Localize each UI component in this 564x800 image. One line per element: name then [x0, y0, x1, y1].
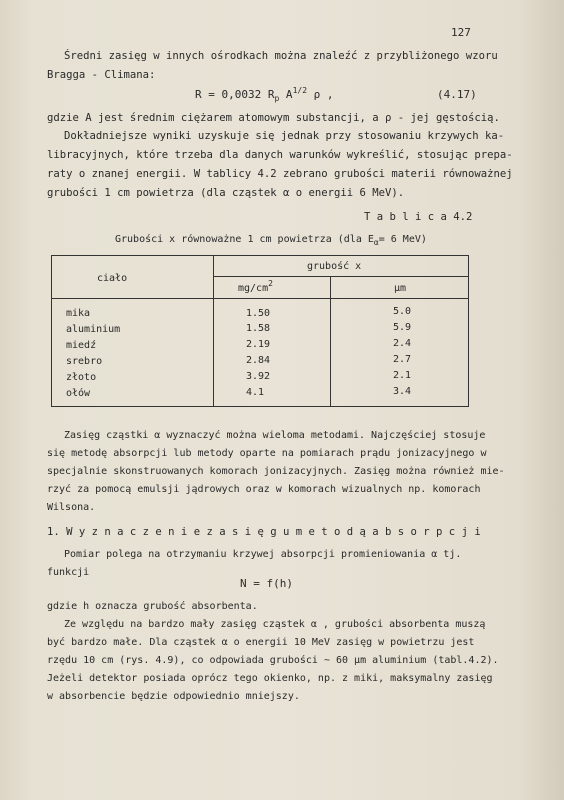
paragraph4-line3: specjalnie skonstruowanych komorach jonizacyjnych. Zasięg można również mie- [47, 466, 505, 477]
row-um: 5.0 [393, 306, 412, 317]
formula-lhs: R = 0,0032 R [195, 88, 275, 101]
row-mg: 2.19 [246, 339, 271, 350]
row-mg: 4.1 [246, 387, 265, 398]
paragraph4-line4: rzyć za pomocą emulsji jądrowych oraz w komorach wizualnych np. komorach [47, 484, 481, 495]
paragraph5-line2: funkcji [47, 567, 90, 578]
row-mg: 3.92 [246, 371, 271, 382]
paragraph3-line1: Dokładniejsze wyniki uzyskuje się jednak przy stosowaniu krzywych ka- [64, 130, 505, 142]
paragraph4-line5: Wilsona. [47, 502, 96, 513]
paragraph1-line1: Średni zasięg w innych ośrodkach można znaleźć z przybliżonego wzoru [64, 50, 498, 62]
paragraph3-line4: grubości 1 cm powietrza (dla cząstek α o energii 6 MeV). [47, 187, 405, 199]
row-name: złoto [66, 372, 97, 383]
paragraph4-line2: się metodę absorpcji lub metody oparte na pomiarach prądu jonizacyjnego w [47, 448, 487, 459]
section-heading: 1. W y z n a c z e n i e z a s i ę g u m e t o d ą a b s o r p c j i [47, 526, 481, 538]
unit-exponent: 2 [268, 279, 273, 288]
table-caption-energy: = 6 MeV) [378, 234, 427, 245]
paragraph6-line4: Jeżeli detektor posiada oprócz tego okienko, np. z miki, maksymalny zasięg [47, 673, 493, 684]
paragraph4-line1: Zasięg cząstki α wyznaczyć można wieloma metodami. Najczęściej stosuje [64, 430, 486, 441]
paragraph1-line2: Bragga - Climana: [47, 69, 156, 81]
row-mg: 1.50 [246, 308, 271, 319]
paragraph6-line2: być bardzo małe. Dla cząstek α o energii 10 MeV zasięg w powietrzu jest [47, 637, 475, 648]
row-um: 2.1 [393, 370, 412, 381]
formula-a: A [279, 88, 293, 101]
paragraph6-line3: rzędu 10 cm (rys. 4.9), co odpowiada grubości ~ 60 μm aluminium (tabl.4.2). [47, 655, 499, 666]
row-um: 2.4 [393, 338, 412, 349]
formula-number: (4.17) [437, 88, 477, 101]
column-header-body: ciało [97, 273, 128, 284]
row-name: srebro [66, 356, 103, 367]
row-name: miedź [66, 340, 97, 351]
paragraph2-line1: gdzie A jest średnim ciężarem atomowym substancji, a ρ - jej gęstością. [47, 112, 500, 124]
row-name: mika [66, 308, 91, 319]
formula-4-17 [195, 86, 334, 103]
paragraph6-line5: w absorbencie będzie odpowiednio mniejszy. [47, 691, 300, 702]
table-caption [115, 235, 427, 245]
row-um: 5.9 [393, 322, 412, 333]
paragraph5-line3: gdzie h oznacza grubość absorbenta. [47, 601, 258, 612]
table-caption-text: Grubości x równoważne 1 cm powietrza (dla E [115, 234, 374, 245]
table-caption-subscript: α [373, 238, 379, 247]
paragraph3-line3: raty o znanej energii. W tablicy 4.2 zebrano grubości materii równoważnej [47, 168, 513, 180]
formula-n-fh: N = f(h) [240, 577, 293, 590]
page-number: 127 [451, 26, 471, 39]
row-mg: 2.84 [246, 355, 271, 366]
table-divider-units [330, 276, 331, 406]
table-body-rule [52, 298, 468, 299]
row-name: aluminium [66, 324, 121, 335]
unit-mg-cm: mg/cm [238, 283, 269, 294]
paragraph5-line1: Pomiar polega na otrzymaniu krzywej absorpcji promieniowania α tj. [64, 549, 462, 560]
table-header-rule [213, 276, 468, 277]
row-mg: 1.58 [246, 323, 271, 334]
formula-rho: ρ , [307, 88, 334, 101]
table-divider-body [213, 256, 214, 406]
row-name: ołów [66, 388, 91, 399]
formula-subscript: p [274, 94, 280, 103]
formula-exponent: 1/2 [292, 86, 308, 95]
table-label: T a b l i c a 4.2 [364, 211, 473, 223]
row-um: 2.7 [393, 354, 412, 365]
row-um: 3.4 [393, 386, 412, 397]
column-header-mg-cm2 [238, 279, 273, 294]
paragraph6-line1: Ze względu na bardzo mały zasięg cząstek α , grubości absorbenta muszą [64, 619, 486, 630]
paragraph3-line2: libracyjnych, które trzeba dla danych warunków wykreślić, stosując prepa- [47, 149, 513, 161]
column-header-thickness: grubość x [307, 261, 362, 272]
column-header-um: μm [394, 283, 407, 294]
data-table [51, 255, 469, 407]
